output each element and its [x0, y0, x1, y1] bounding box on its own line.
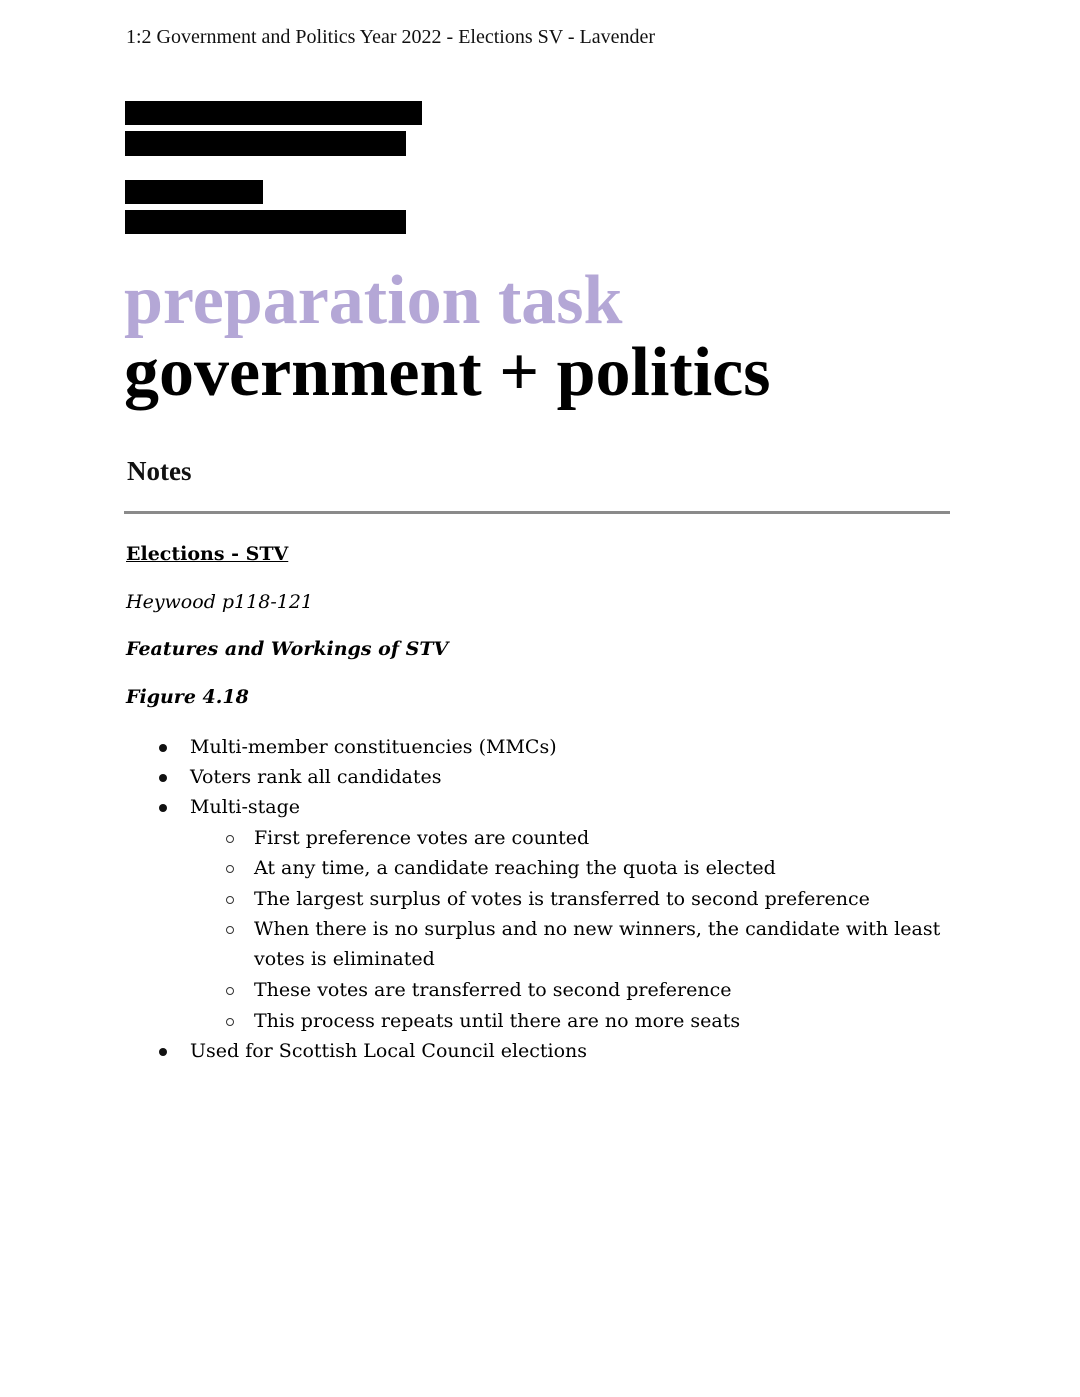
- sub-list-item: [254, 1006, 740, 1036]
- subheading-features: Features and Workings of STV: [126, 638, 449, 660]
- list-item: [190, 1036, 587, 1066]
- bullet-circle-icon: [226, 896, 234, 904]
- horizontal-divider: [124, 511, 950, 514]
- list-item: [190, 792, 300, 822]
- sub-list-item-text: When there is no surplus and no new winners, the candidate with least votes is eliminated: [254, 918, 941, 970]
- section-label-notes: Notes: [127, 456, 192, 486]
- sub-list-item: [254, 823, 589, 853]
- title-government-politics: government + politics: [124, 334, 771, 411]
- figure-label: Figure 4.18: [126, 686, 249, 708]
- list-item-text: Voters rank all candidates: [190, 766, 442, 788]
- redacted-line-4: [125, 210, 406, 234]
- document-header: 1:2 Government and Politics Year 2022 - Elections SV - Lavender: [126, 26, 655, 48]
- bullet-disc-icon: [159, 804, 167, 812]
- sub-list-item: [254, 975, 732, 1005]
- redacted-line-1: [125, 101, 422, 125]
- redacted-line-2: [125, 131, 406, 156]
- bullet-circle-icon: [226, 835, 234, 843]
- title-preparation-task: preparation task: [124, 262, 623, 339]
- heading-elections-stv: Elections - STV: [126, 543, 289, 565]
- sub-list-item: [254, 884, 870, 914]
- sub-list-item-text: First preference votes are counted: [254, 827, 590, 849]
- bullet-disc-icon: [159, 744, 167, 752]
- list-item: [190, 762, 441, 792]
- list-item-text: Multi-member constituencies (MMCs): [190, 736, 557, 758]
- sub-list-item-text: These votes are transferred to second preference: [254, 979, 732, 1001]
- bullet-circle-icon: [226, 926, 234, 934]
- sub-list-item-text: The largest surplus of votes is transferred to second preference: [254, 888, 870, 910]
- sub-list-item: [254, 853, 776, 883]
- list-item-text: Used for Scottish Local Council elections: [190, 1040, 588, 1062]
- list-item-text: Multi-stage: [190, 796, 301, 818]
- bullet-disc-icon: [159, 1048, 167, 1056]
- bullet-circle-icon: [226, 865, 234, 873]
- list-item: [190, 732, 557, 762]
- reference-text: Heywood p118-121: [126, 591, 314, 613]
- sub-list-item: [254, 914, 944, 974]
- redacted-line-3: [125, 180, 263, 204]
- bullet-disc-icon: [159, 774, 167, 782]
- sub-list-item-text: At any time, a candidate reaching the quota is elected: [254, 857, 776, 879]
- sub-list-item-text: This process repeats until there are no more seats: [254, 1010, 741, 1032]
- bullet-circle-icon: [226, 987, 234, 995]
- bullet-circle-icon: [226, 1018, 234, 1026]
